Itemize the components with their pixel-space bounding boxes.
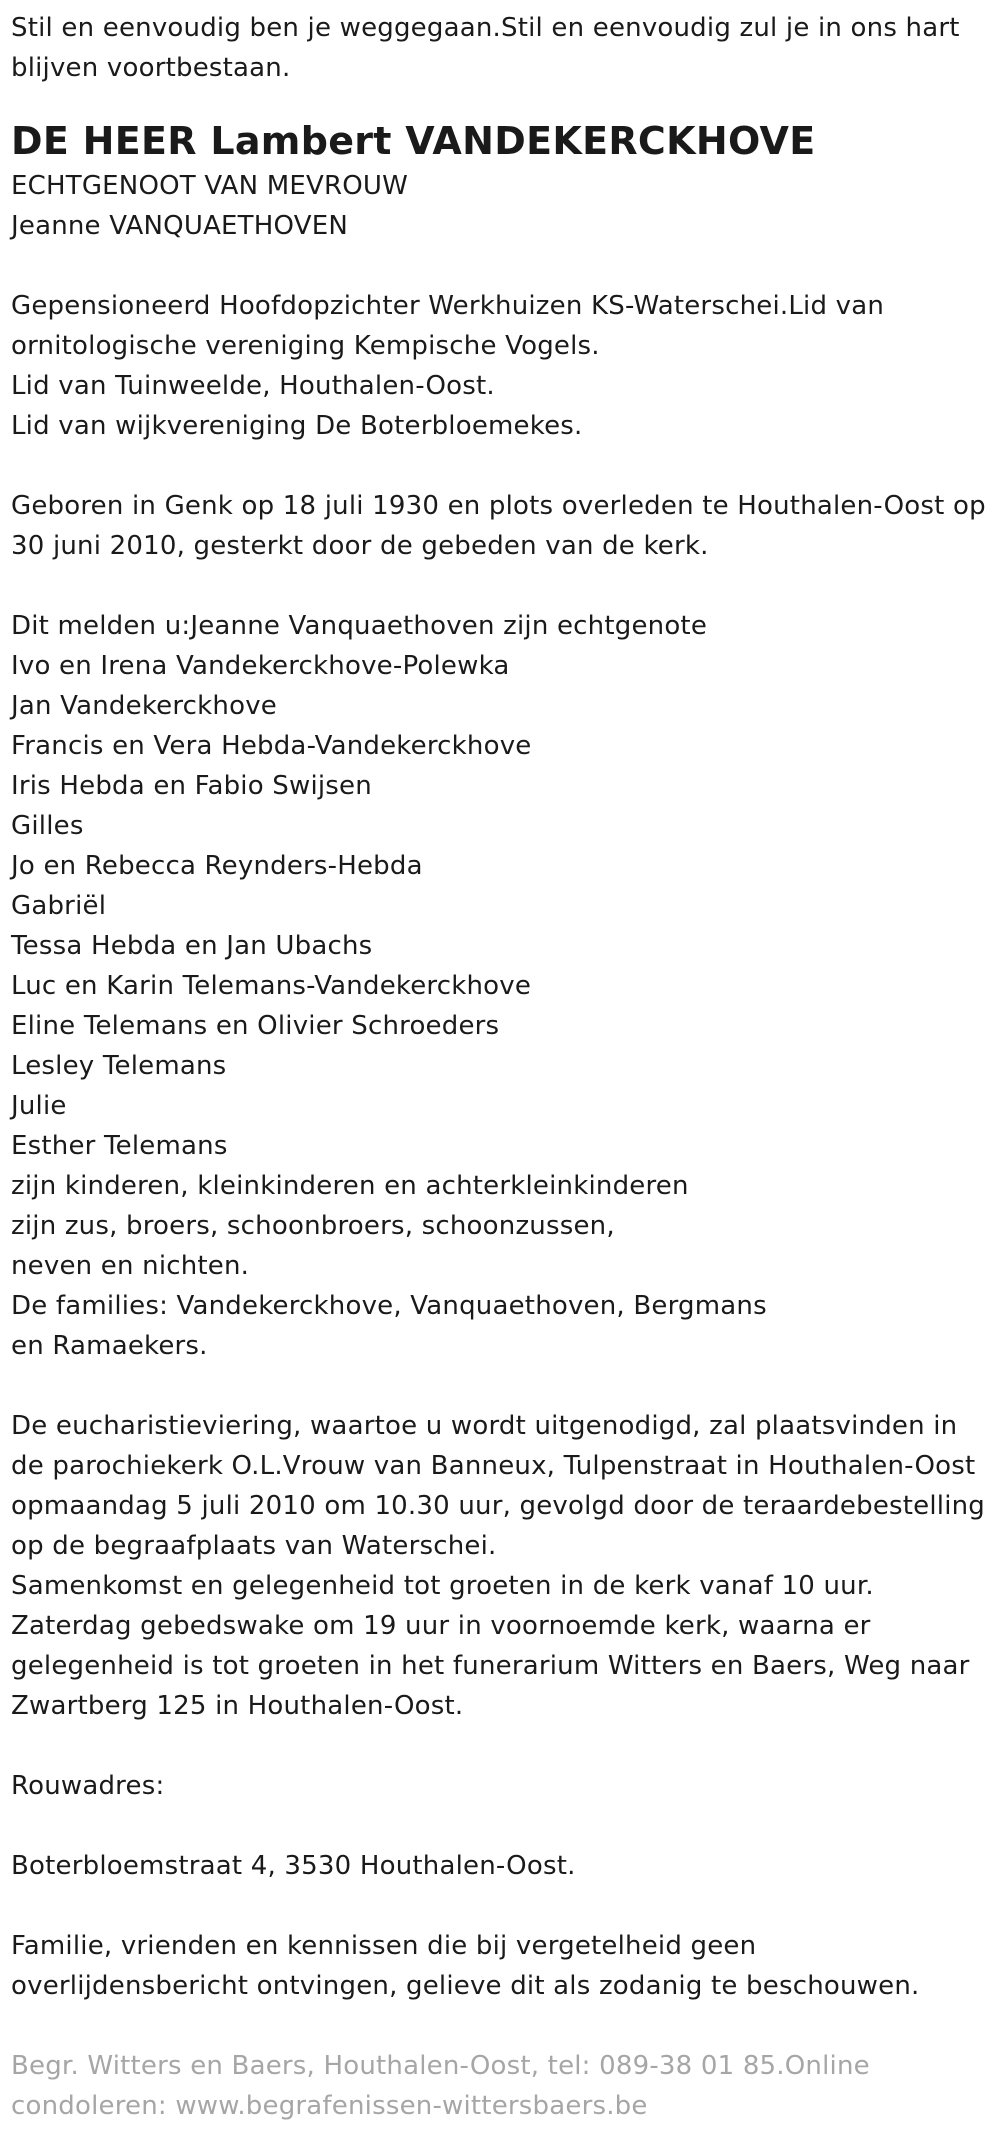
family-line: Gilles xyxy=(11,811,84,841)
family-line: Tessa Hebda en Jan Ubachs xyxy=(11,931,373,961)
ceremony-block xyxy=(11,1406,991,1726)
birth-line: Geboren in Genk op 18 juli 1930 en plots overleden te Houthalen-Oost op xyxy=(11,491,986,521)
family-line: neven en nichten. xyxy=(11,1251,250,1281)
spouse-block xyxy=(11,166,991,246)
footer-line: condoleren: www.begrafenissen-wittersbaers.be xyxy=(11,2091,648,2121)
ceremony-line: de parochiekerk O.L.Vrouw van Banneux, Tulpenstraat in Houthalen-Oost xyxy=(11,1451,976,1481)
bio-line: Lid van Tuinweelde, Houthalen-Oost. xyxy=(11,371,495,401)
bio-line: Gepensioneerd Hoofdopzichter Werkhuizen KS-Waterschei.Lid van xyxy=(11,291,885,321)
birth-death-block xyxy=(11,486,991,566)
birth-line: 30 juni 2010, gesterkt door de gebeden van de kerk. xyxy=(11,531,709,561)
ceremony-line: De eucharistieviering, waartoe u wordt uitgenodigd, zal plaatsvinden in xyxy=(11,1411,958,1441)
closing-line: overlijdensbericht ontvingen, gelieve dit als zodanig te beschouwen. xyxy=(11,1971,920,2001)
family-line: Dit melden u:Jeanne Vanquaethoven zijn echtgenote xyxy=(11,611,708,641)
obituary-notice xyxy=(11,8,991,2126)
ceremony-line: opmaandag 5 juli 2010 om 10.30 uur, gevolgd door de teraardebestelling xyxy=(11,1491,986,1521)
spacer xyxy=(11,1806,991,1846)
intro-line: blijven voortbestaan. xyxy=(11,53,291,83)
ceremony-line: Samenkomst en gelegenheid tot groeten in de kerk vanaf 10 uur. xyxy=(11,1571,874,1601)
family-line: en Ramaekers. xyxy=(11,1331,208,1361)
family-line: Luc en Karin Telemans-Vandekerckhove xyxy=(11,971,532,1001)
family-line: Julie xyxy=(11,1091,67,1121)
spouse-line: ECHTGENOOT VAN MEVROUW xyxy=(11,171,409,201)
bio-line: Lid van wijkvereniging De Boterbloemekes. xyxy=(11,411,583,441)
intro-verse xyxy=(11,8,991,88)
bio-line: ornitologische vereniging Kempische Vogels. xyxy=(11,331,600,361)
closing-line: Familie, vrienden en kennissen die bij vergetelheid geen xyxy=(11,1931,757,1961)
family-line: zijn zus, broers, schoonbroers, schoonzussen, xyxy=(11,1211,615,1241)
deceased-name: DE HEER Lambert VANDEKERCKHOVE xyxy=(11,119,816,163)
family-line: Lesley Telemans xyxy=(11,1051,227,1081)
family-line: Francis en Vera Hebda-Vandekerckhove xyxy=(11,731,532,761)
family-line: Eline Telemans en Olivier Schroeders xyxy=(11,1011,500,1041)
ceremony-line: Zaterdag gebedswake om 19 uur in voornoemde kerk, waarna er xyxy=(11,1611,871,1641)
address-label: Rouwadres: xyxy=(11,1771,165,1801)
family-line: De families: Vandekerckhove, Vanquaethoven, Bergmans xyxy=(11,1291,767,1321)
family-line: zijn kinderen, kleinkinderen en achterkleinkinderen xyxy=(11,1171,689,1201)
ceremony-line: Zwartberg 125 in Houthalen-Oost. xyxy=(11,1691,464,1721)
family-block xyxy=(11,606,991,1366)
closing-block xyxy=(11,1926,991,2006)
spouse-line: Jeanne VANQUAETHOVEN xyxy=(11,211,348,241)
spacer xyxy=(11,246,991,286)
family-line: Iris Hebda en Fabio Swijsen xyxy=(11,771,372,801)
ceremony-line: op de begraafplaats van Waterschei. xyxy=(11,1531,497,1561)
spacer xyxy=(11,566,991,606)
family-line: Gabriël xyxy=(11,891,107,921)
ceremony-line: gelegenheid is tot groeten in het funerarium Witters en Baers, Weg naar xyxy=(11,1651,970,1681)
spacer xyxy=(11,2006,991,2046)
family-line: Esther Telemans xyxy=(11,1131,228,1161)
footer-line: Begr. Witters en Baers, Houthalen-Oost, tel: 089-38 01 85.Online xyxy=(11,2051,870,2081)
intro-line: Stil en eenvoudig ben je weggegaan.Stil en eenvoudig zul je in ons hart xyxy=(11,13,960,43)
spacer xyxy=(11,1886,991,1926)
family-line: Ivo en Irena Vandekerckhove-Polewka xyxy=(11,651,510,681)
spacer xyxy=(11,446,991,486)
funeral-home-footer xyxy=(11,2046,991,2126)
family-line: Jo en Rebecca Reynders-Hebda xyxy=(11,851,423,881)
spacer xyxy=(11,1366,991,1406)
spacer xyxy=(11,1726,991,1766)
biography-block xyxy=(11,286,991,446)
mourning-address: Boterbloemstraat 4, 3530 Houthalen-Oost. xyxy=(11,1851,576,1881)
family-line: Jan Vandekerckhove xyxy=(11,691,277,721)
